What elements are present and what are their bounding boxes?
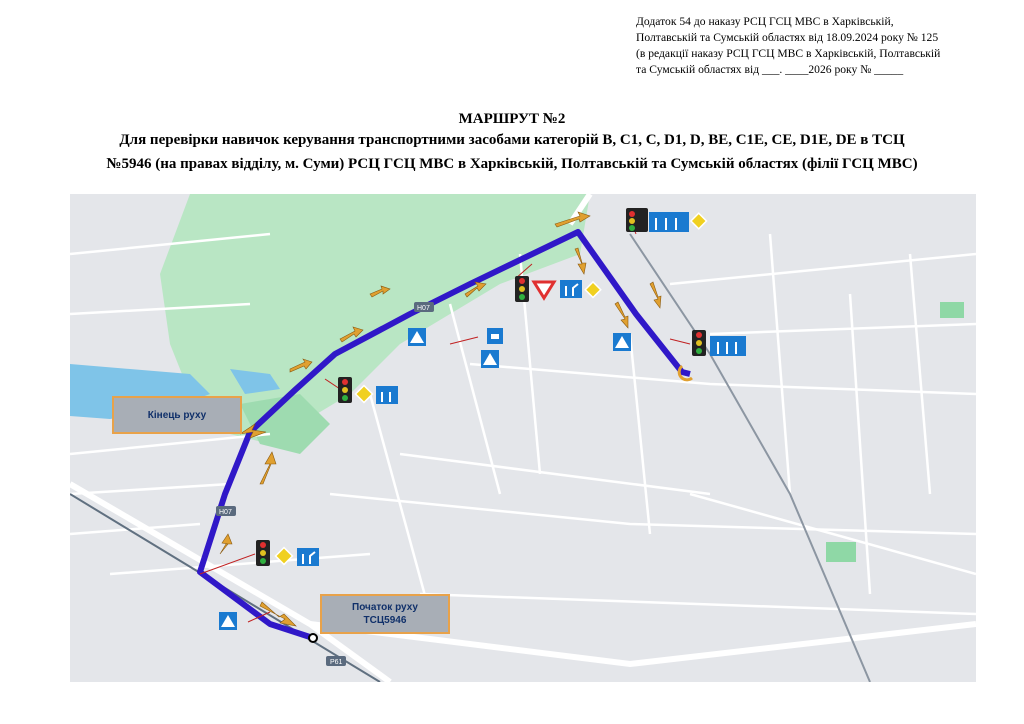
start-label-code: ТСЦ5946 [363,615,407,626]
route-heading: МАРШРУТ №2 [458,111,566,127]
start-label-text: Початок руху [352,602,418,613]
traffic-light-icon [515,276,529,302]
park-area [826,542,856,562]
route-map [70,194,976,682]
end-label-text: Кінець руху [147,409,207,421]
parking-sign-icon [487,328,503,344]
lane-direction-sign-icon [376,386,398,404]
lane-direction-sign-icon [560,280,582,298]
header-note-line: та Сумській областях від ___. ____2026 року № _____ [636,63,904,76]
traffic-light-icon [692,330,706,356]
road-label-p61: P61 [330,659,343,666]
header-note [636,14,1000,78]
lane-direction-sign-icon [297,548,319,566]
lane-direction-sign-icon [710,336,746,356]
park-area [940,302,964,318]
start-point [309,634,317,642]
route-subtitle-line: Для перевірки навичок керування транспортними засобами категорій B, C1, C, D1, D, BE, C1E, CE, D1E, DE в ТСЦ [119,132,905,148]
start-label [320,594,450,634]
header-note-line: Полтавській та Сумській областях від 18.09.2024 року № 125 [636,31,939,44]
traffic-light-icon [338,377,352,403]
lane-direction-sign-icon [649,212,689,232]
route-subtitle-line: №5946 (на правах відділу, м. Суми) РСЦ ГСЦ МВС в Харківській, Полтавській та Сумській областях (філії ГСЦ МВС) [106,156,918,172]
end-label [112,396,242,434]
road-label-h07: H07 [417,305,430,312]
header-note-line: Додаток 54 до наказу РСЦ ГСЦ МВС в Харківській, [636,15,894,28]
traffic-light-icon [626,208,648,232]
header-note-line: (в редакції наказу РСЦ ГСЦ МВС в Харківській, Полтавській [636,47,941,60]
pedestrian-crossing-sign-icon [408,328,426,346]
pedestrian-crossing-sign-icon [219,612,237,630]
pedestrian-crossing-sign-icon [481,350,499,368]
traffic-light-icon [256,540,270,566]
pedestrian-crossing-sign-icon [613,333,631,351]
road-label-h07: H07 [219,509,232,516]
